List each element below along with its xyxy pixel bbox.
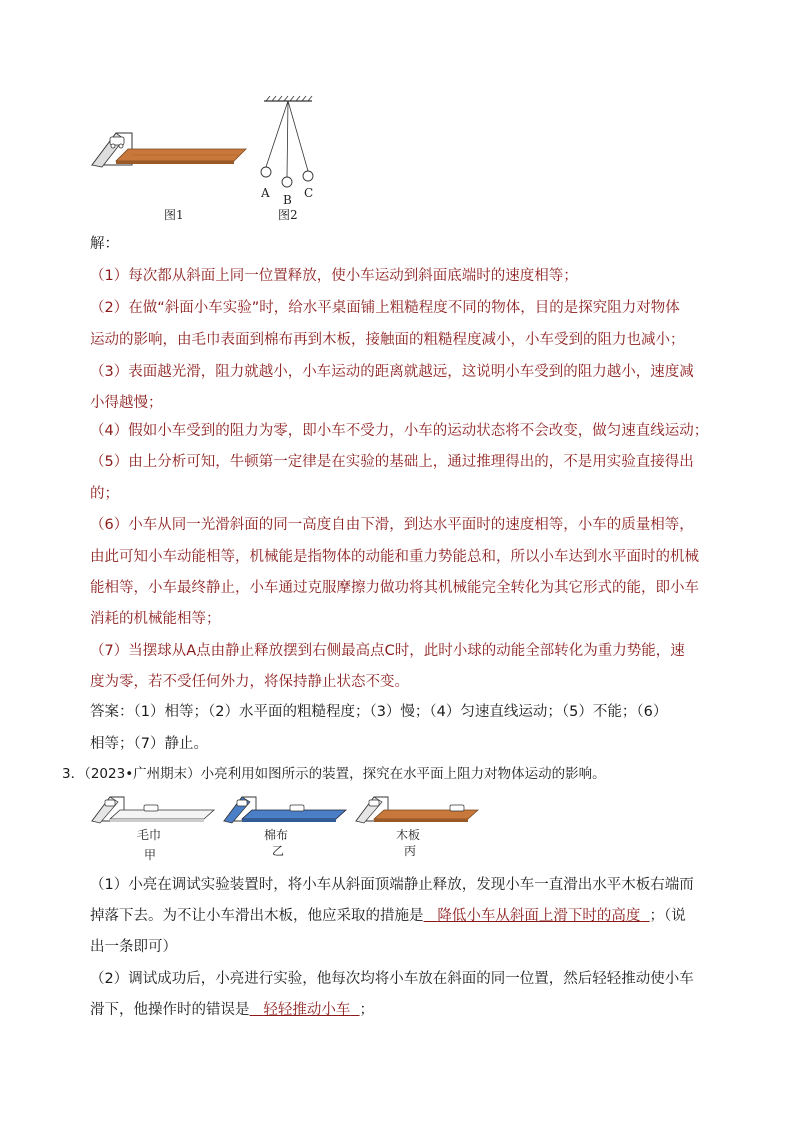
solution-line-10: 由此可知小车动能相等，机械能是指物体的动能和重力势能总和，所以小车达到水平面时的机械 [90,549,699,565]
q3-part1-text-post: ；（说 [649,908,686,924]
figure-label-bing: 丙 [404,844,417,858]
solution-title: 解： [90,236,119,252]
figure-1-caption: 图1 [164,208,184,222]
solution-line-2: （2）在做“斜面小车实验”时，给水平桌面铺上粗糙程度不同的物体，目的是探究阻力对物体 [90,300,680,316]
q3-part1-line-3: 出一条即可） [90,939,177,955]
ball-label-c: C [304,186,314,200]
q3-part2-line-1: （2）调试成功后，小亮进行实验，他每次均将小车放在斜面的同一位置，然后轻轻推动使小车 [90,971,694,987]
solution-line-1: （1）每次都从斜面上同一位置释放，使小车运动到斜面底端时的速度相等； [90,268,578,284]
figure-surface-cotton: 棉布 [264,828,289,842]
solution-line-3: 运动的影响，由毛巾表面到棉布再到木板，接触面的粗糙程度减小，小车受到的阻力也减小； [90,332,685,348]
solution-line-9: （6）小车从同一光滑斜面的同一高度自由下滑，到达水平面时的速度相等，小车的质量相等， [90,517,694,533]
question-3-stem: 3．（2023•广州期末）小亮利用如图所示的装置，探究在水平面上阻力对物体运动的影响。 [62,766,606,782]
figure-surface-towel: 毛巾 [137,828,162,842]
solution-line-5: 小得越慢； [90,395,163,411]
solution-line-14: 度为零，若不受任何外力，将保持静止状态不变。 [90,674,409,690]
solution-line-13: （7）当摆球从A点由静止释放摆到右侧最高点C时，此时小球的动能全部转化为重力势能，速 [90,643,685,659]
q3-part2-answer: 轻轻推动小车 [263,1002,351,1018]
q3-part1-line-2 [90,906,686,926]
answer-line-2: 相等；（7）静止。 [90,736,208,752]
solution-line-12: 消耗的机械能相等； [90,611,221,627]
solution-line-7: （5）由上分析可知，牛顿第一定律是在实验的基础上，通过推理得出的，不是用实验直接得出 [90,454,694,470]
ball-label-a: A [261,186,270,200]
figure-surface-wood: 木板 [396,828,421,842]
q3-part2-text-post: ； [359,1002,375,1018]
solution-line-4: （3）表面越光滑，阻力就越小，小车运动的距离就越远，这说明小车受到的阻力越小，速度减 [90,364,694,380]
figure-1-ramp-board [88,125,250,170]
q3-part1-line-1: （1）小亮在调试实验装置时，将小车从斜面顶端静止释放，发现小车一直滑出水平木板右端而 [90,877,694,893]
figure-label-yi: 乙 [272,844,285,858]
solution-line-8: 的； [90,486,119,502]
solution-line-11: 能相等，小车最终静止，小车通过克服摩擦力做功将其机械能完全转化为其它形式的能，即小车 [90,580,699,596]
solution-line-6: （4）假如小车受到的阻力为零，即小车不受力，小车的运动状态将不会改变，做匀速直线运动； [90,423,709,439]
answer-line-1: 答案：（1）相等；（2）水平面的粗糙程度；（3）慢；（4）匀速直线运动；（5）不能；（6） [90,704,668,720]
q3-part1-text: 掉落下去。为不让小车滑出木板，他应采取的措施是 [90,908,424,924]
figure-ramp-towel [88,793,218,829]
q3-part1-answer: 降低小车从斜面上滑下时的高度 [437,908,641,924]
figure-2-caption: 图2 [278,208,298,222]
ball-label-b: B [283,193,292,207]
figure-ramp-cotton [220,793,350,829]
q3-part2-text: 滑下，他操作时的错误是 [90,1002,250,1018]
figure-label-jia: 甲 [144,848,157,862]
q3-part2-line-2 [90,1000,374,1020]
figure-ramp-wood [352,793,482,829]
